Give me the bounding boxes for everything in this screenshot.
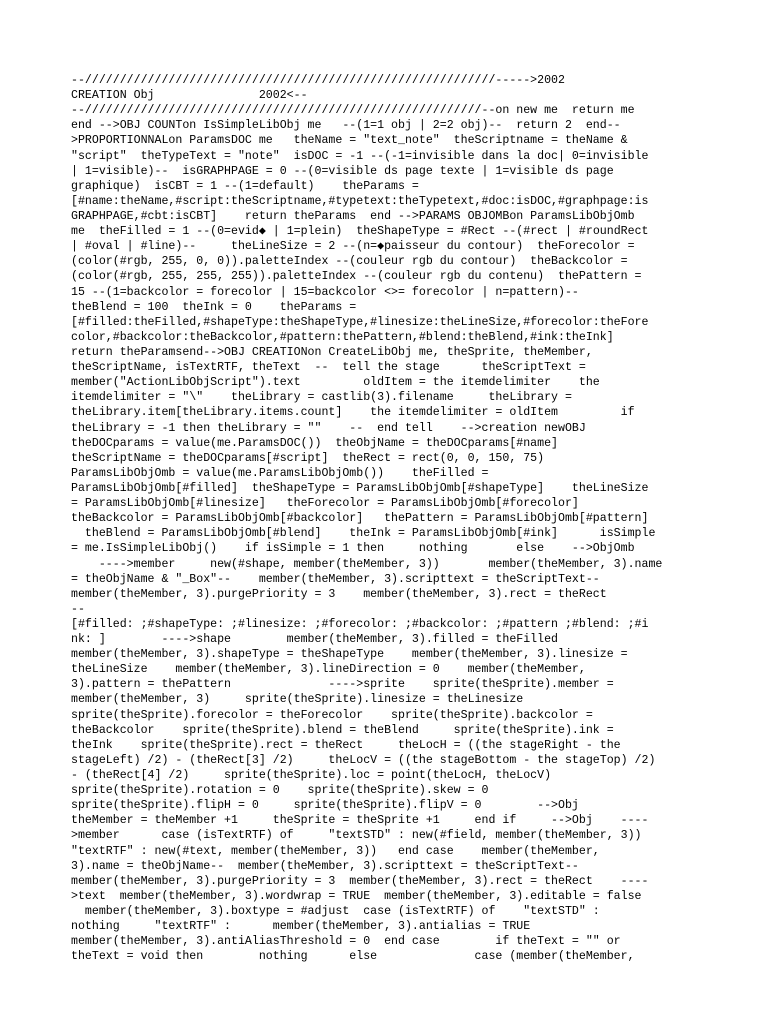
code-line: = me.IsSimpleLibObj() if isSimple = 1 then nothing else -->ObjOmb (71, 542, 635, 556)
code-line: --/////////////////////////////////////////////////////////--on new me return me (71, 104, 635, 118)
code-line: color,#backcolor:theBackcolor,#pattern:thePattern,#blend:theBlend,#ink:theInk] (71, 330, 614, 344)
code-line: theMember = theMember +1 theSprite = theSprite +1 end if -->Obj ---- (71, 814, 649, 828)
code-line: me theFilled = 1 --(0=evid◆ | 1=plein) theShapeType = #Rect --(#rect | #roundRect (71, 225, 649, 239)
code-line: member(theMember, 3).purgePriority = 3 member(theMember, 3).rect = theRect (71, 587, 607, 601)
code-line: theBackcolor sprite(theSprite).blend = theBlend sprite(theSprite).ink = (71, 723, 614, 737)
code-line: return theParamsend-->OBJ CREATIONon CreateLibObj me, theSprite, theMember, (71, 345, 593, 359)
code-line: nothing "textRTF" : member(theMember, 3).antialias = TRUE (71, 920, 531, 934)
code-line: theDOCparams = value(me.ParamsDOC()) theObjName = theDOCparams[#name] (71, 436, 559, 450)
code-line: theLineSize member(theMember, 3).lineDirection = 0 member(theMember, (71, 663, 586, 677)
code-line: member(theMember, 3).antiAliasThreshold = 0 end case if theText = "" or (71, 935, 621, 949)
code-line: theText = void then nothing else case (member(theMember, (71, 950, 635, 964)
code-line: stageLeft) /2) - (theRect[3] /2) theLocV = ((the stageBottom - the stageTop) /2) (71, 753, 656, 767)
code-line: (color(#rgb, 255, 0, 0)).paletteIndex --(couleur rgb du contour) theBackcolor = (71, 255, 628, 269)
code-line: | #oval | #line)-- theLineSize = 2 --(n=◆paisseur du contour) theForecolor = (71, 240, 635, 254)
code-line: (color(#rgb, 255, 255, 255)).paletteIndex --(couleur rgb du contenu) thePattern = (71, 270, 642, 284)
code-line: theScriptName, isTextRTF, theText -- tell the stage theScriptText = (71, 361, 586, 375)
code-line: theLibrary.item[theLibrary.items.count] the itemdelimiter = oldItem if (71, 406, 635, 420)
code-line: >PROPORTIONNALon ParamsDOC me theName = "text_note" theScriptname = theName & (71, 134, 628, 148)
code-line: theBackcolor = ParamsLibObjOmb[#backcolor] thePattern = ParamsLibObjOmb[#pattern] (71, 512, 649, 526)
code-line: ParamsLibObjOmb = value(me.ParamsLibObjOmb()) theFilled = (71, 466, 489, 480)
code-line: member("ActionLibObjScript").text oldItem = the itemdelimiter the (71, 376, 600, 390)
code-line: --///////////////////////////////////////////////////////////----->2002 (71, 74, 565, 87)
code-line: sprite(theSprite).rotation = 0 sprite(theSprite).skew = 0 (71, 784, 489, 798)
code-line: itemdelimiter = "\" theLibrary = castlib(3).filename theLibrary = (71, 391, 572, 405)
code-line: member(theMember, 3) sprite(theSprite).linesize = theLinesize (71, 693, 524, 707)
code-line: theBlend = ParamsLibObjOmb[#blend] theInk = ParamsLibObjOmb[#ink] isSimple (71, 527, 656, 541)
code-line: - (theRect[4] /2) sprite(theSprite).loc = point(theLocH, theLocV) (71, 769, 552, 783)
code-line: 3).name = theObjName-- member(theMember, 3).scripttext = theScriptText-- (71, 859, 579, 873)
code-line: ParamsLibObjOmb[#filled] theShapeType = ParamsLibObjOmb[#shapeType] theLineSize (71, 481, 649, 495)
code-line: nk: ] ---->shape member(theMember, 3).filled = theFilled (71, 633, 559, 647)
code-line: -- (71, 602, 85, 616)
code-line: theBlend = 100 theInk = 0 theParams = (71, 300, 357, 314)
code-line: theInk sprite(theSprite).rect = theRect theLocH = ((the stageRight - the (71, 738, 621, 752)
code-line: end -->OBJ COUNTon IsSimpleLibObj me --(1=1 obj | 2=2 obj)-- return 2 end-- (71, 119, 621, 133)
code-line: member(theMember, 3).boxtype = #adjust case (isTextRTF) of "textSTD" : (71, 905, 600, 919)
code-line: [#filled:theFilled,#shapeType:theShapeType,#linesize:theLineSize,#forecolor:theFore (71, 315, 649, 329)
code-line: "script" theTypeText = "note" isDOC = -1 --(-1=invisible dans la doc| 0=invisible (71, 149, 649, 163)
code-line: | 1=visible)-- isGRAPHPAGE = 0 --(0=visible ds page texte | 1=visible ds page (71, 164, 614, 178)
code-line: [#name:theName,#script:theScriptname,#typetext:theTypetext,#doc:isDOC,#graphpage:is (71, 194, 649, 208)
code-line: 15 --(1=backcolor = forecolor | 15=backcolor <>= forecolor | n=pattern)-- (71, 285, 579, 299)
code-line: theLibrary = -1 then theLibrary = "" -- end tell -->creation newOBJ (71, 421, 586, 435)
code-line: >text member(theMember, 3).wordwrap = TRUE member(theMember, 3).editable = false (71, 889, 642, 903)
code-line: CREATION Obj 2002<-- (71, 89, 308, 103)
code-line: sprite(theSprite).forecolor = theForecolor sprite(theSprite).backcolor = (71, 708, 593, 722)
code-line: ---->member new(#shape, member(theMember, 3)) member(theMember, 3).name (71, 557, 663, 571)
code-line: sprite(theSprite).flipH = 0 sprite(theSprite).flipV = 0 -->Obj (71, 799, 579, 813)
code-line: 3).pattern = thePattern ---->sprite sprite(theSprite).member = (71, 678, 614, 692)
code-line: member(theMember, 3).purgePriority = 3 member(theMember, 3).rect = theRect ---- (71, 874, 649, 888)
code-line: member(theMember, 3).shapeType = theShapeType member(theMember, 3).linesize = (71, 648, 628, 662)
code-line: = theObjName & "_Box"-- member(theMember, 3).scripttext = theScriptText-- (71, 572, 600, 586)
code-line: [#filled: ;#shapeType: ;#linesize: ;#forecolor: ;#backcolor: ;#pattern ;#blend: ;#i (71, 617, 649, 631)
code-line: GRAPHPAGE,#cbt:isCBT] return theParams end -->PARAMS OBJOMBon ParamsLibObjOmb (71, 209, 635, 223)
code-line: = ParamsLibObjOmb[#linesize] theForecolor = ParamsLibObjOmb[#forecolor] (71, 497, 579, 511)
code-line: theScriptName = theDOCparams[#script] theRect = rect(0, 0, 150, 75) (71, 451, 545, 465)
code-line: >member case (isTextRTF) of "textSTD" : new(#field, member(theMember, 3)) (71, 829, 642, 843)
code-line: "textRTF" : new(#text, member(theMember, 3)) end case member(theMember, (71, 844, 600, 858)
source-code-text (71, 73, 711, 964)
code-line: graphique) isCBT = 1 --(1=default) theParams = (71, 179, 419, 193)
